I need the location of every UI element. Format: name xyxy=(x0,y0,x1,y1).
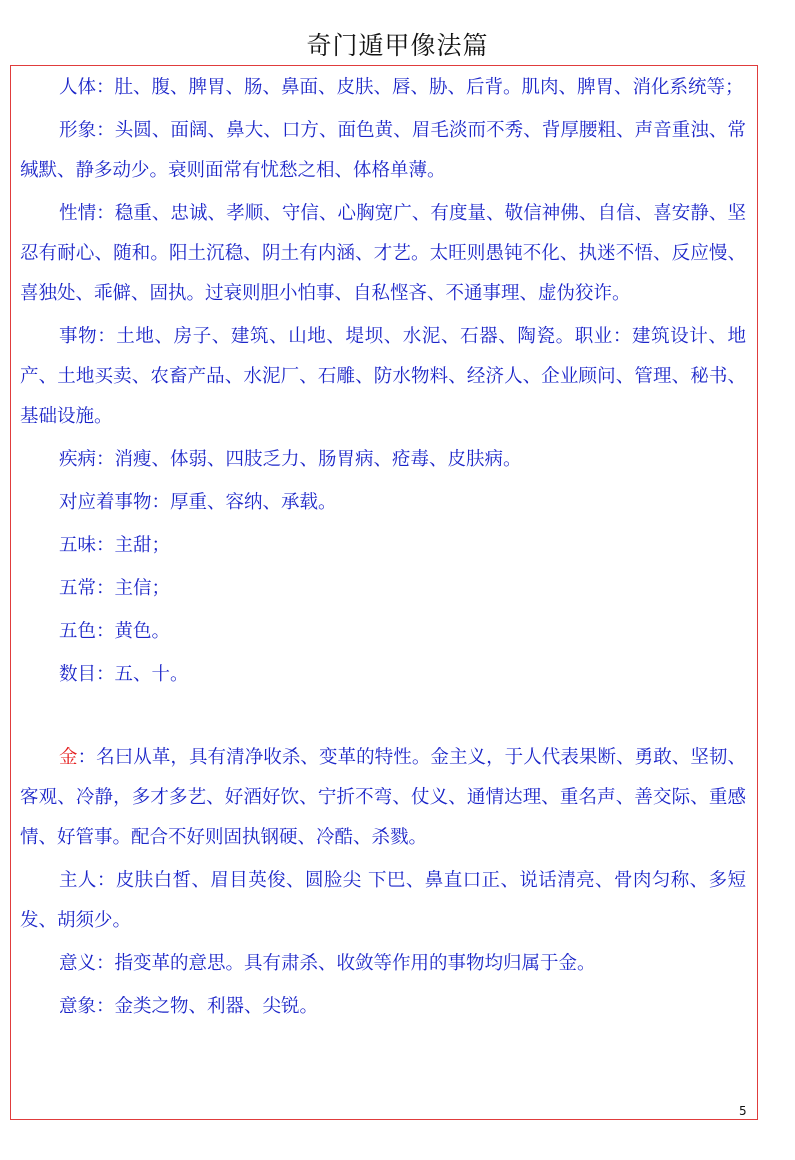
paragraph-body-parts: 人体：肚、腹、脾胃、肠、鼻面、皮肤、唇、胁、后背。肌肉、脾胃、消化系统等； xyxy=(59,77,744,98)
paragraph-metal-meaning: 意义：指变革的意思。具有肃杀、收敛等作用的事物均归属于金。 xyxy=(59,953,596,974)
page-number: 5 xyxy=(739,1104,747,1118)
paragraph-numbers: 数目：五、十。 xyxy=(59,664,189,685)
content-body xyxy=(20,68,746,1030)
paragraph-diseases: 疾病：消瘦、体弱、四肢乏力、肠胃病、疮毒、皮肤病。 xyxy=(59,449,522,470)
paragraph-five-constants: 五常：主信； xyxy=(59,578,171,599)
paragraph-temperament: 性情：稳重、忠诚、孝顺、守信、心胸宽广、有度量、敬信神佛、自信、喜安静、坚忍有耐心、随和。阳土沉稳、阴土有内涵、才艺。太旺则愚钝不化、执迷不悟、反应慢、喜独处、乖僻、固执。过衰则胆小怕事、自私悭吝、不通事理、虚伪狡诈。 xyxy=(20,203,746,304)
paragraph-metal-person: 主人：皮肤白皙、眉目英俊、圆脸尖 下巴、鼻直口正、说话清亮、骨肉匀称、多短发、胡须少。 xyxy=(20,870,746,931)
section-gap xyxy=(20,698,746,738)
metal-text: ：名曰从革，具有清净收杀、变革的特性。金主义，于人代表果断、勇敢、坚韧、客观、冷静，多才多艺、好酒好饮、宁折不弯、仗义、通情达理、重名声、善交际、重感情、好管事。配合不好则固执钢硬、冷酷、杀戮。 xyxy=(20,747,746,848)
metal-label: 金 xyxy=(59,747,78,768)
paragraph-appearance: 形象：头圆、面阔、鼻大、口方、面色黄、眉毛淡而不秀、背厚腰粗、声音重浊、常缄默、静多动少。衰则面常有忧愁之相、体格单薄。 xyxy=(20,120,746,181)
paragraph-things: 事物：土地、房子、建筑、山地、堤坝、水泥、石器、陶瓷。职业：建筑设计、地产、土地买卖、农畜产品、水泥厂、石雕、防水物料、经济人、企业顾问、管理、秘书、基础设施。 xyxy=(20,326,746,427)
paragraph-metal xyxy=(20,738,746,858)
page-title: 奇门遁甲像法篇 xyxy=(306,31,489,60)
paragraph-metal-imagery: 意象：金类之物、利器、尖锐。 xyxy=(59,996,319,1017)
paragraph-corresponding: 对应着事物：厚重、容纳、承载。 xyxy=(59,492,337,513)
paragraph-five-colors: 五色：黄色。 xyxy=(59,621,171,642)
paragraph-five-tastes: 五味：主甜； xyxy=(59,535,171,556)
